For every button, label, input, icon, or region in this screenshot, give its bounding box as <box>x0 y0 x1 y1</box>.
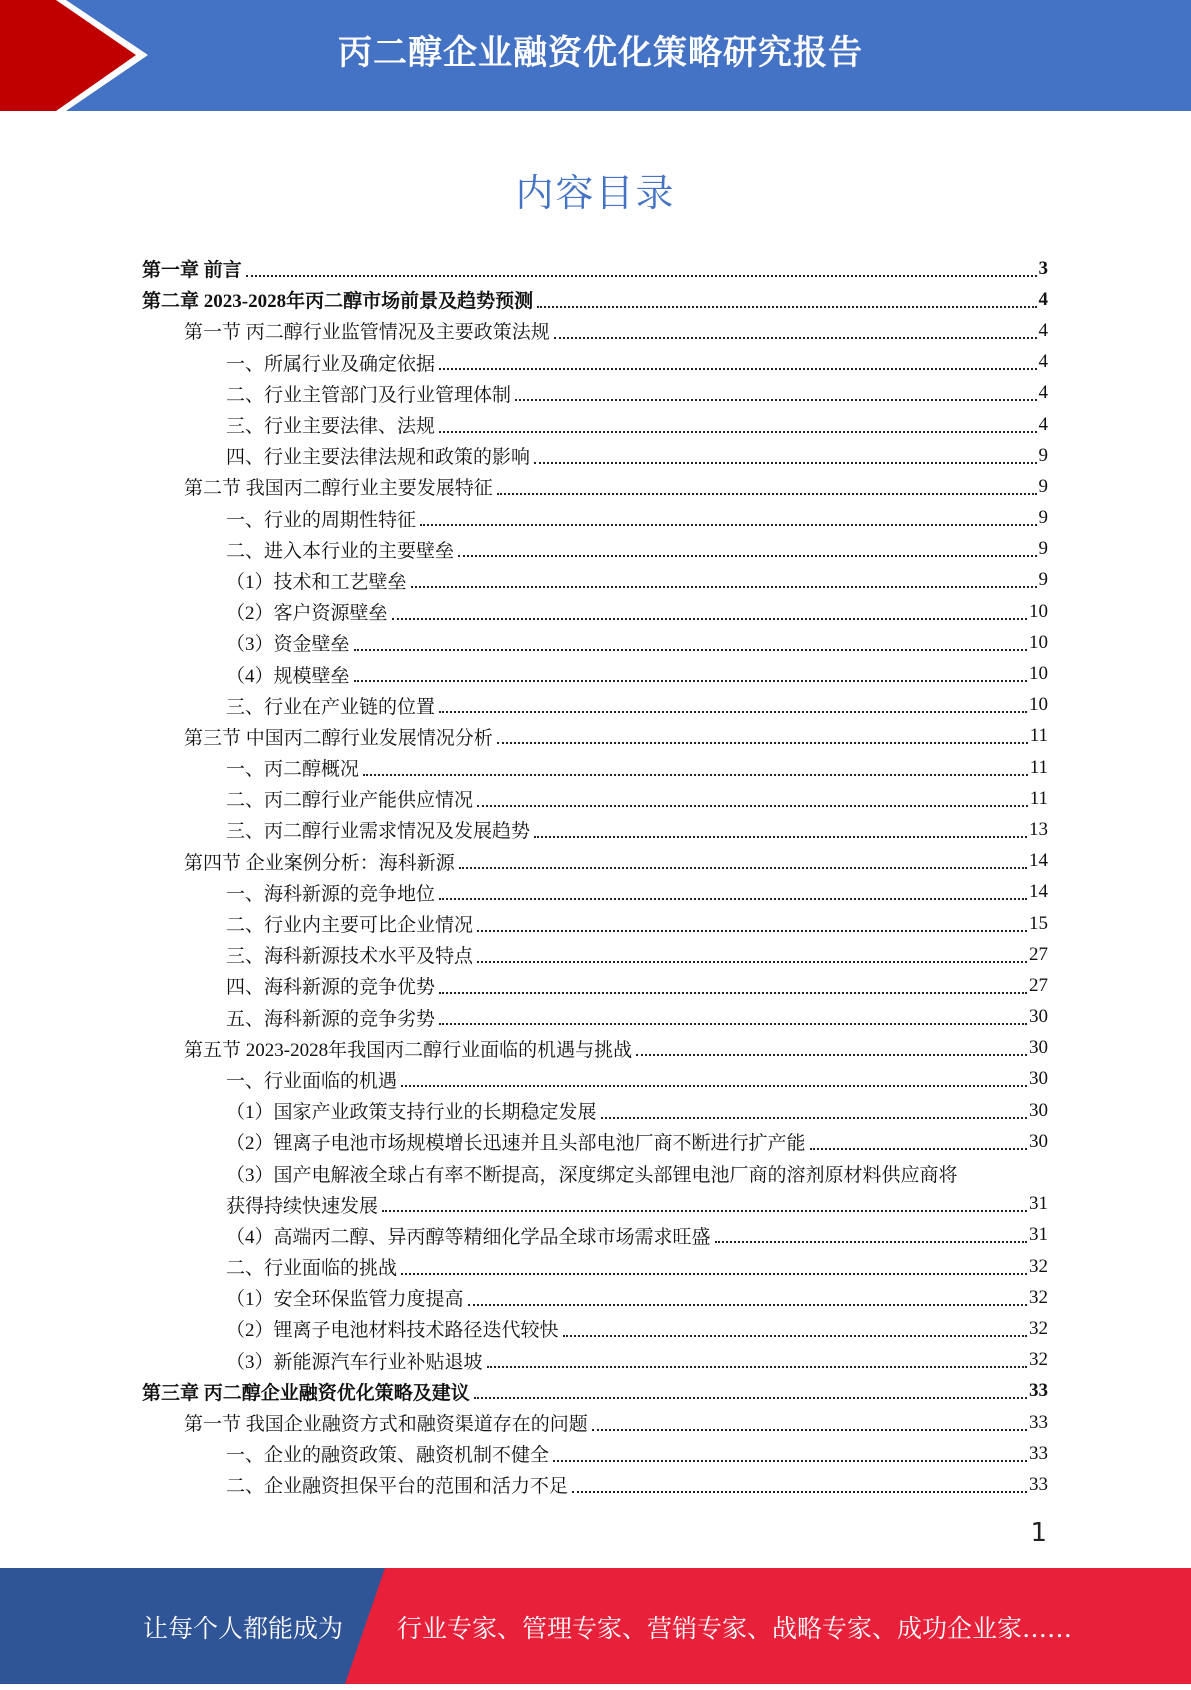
toc-entry[interactable] <box>0 846 1191 877</box>
toc-entry-page: 14 <box>1029 850 1048 872</box>
toc-leader-dots <box>401 1273 1027 1275</box>
toc-leader-dots <box>477 805 1028 807</box>
toc-entry[interactable] <box>0 471 1191 502</box>
toc-entry-page: 13 <box>1029 818 1048 840</box>
toc-entry[interactable] <box>0 1220 1191 1251</box>
toc-entry-title: 获得持续快速发展 <box>226 1195 379 1217</box>
toc-leader-dots <box>392 618 1027 620</box>
toc-entry-title: 第三节 中国丙二醇行业发展情况分析 <box>184 727 493 749</box>
toc-leader-dots <box>382 1210 1027 1212</box>
toc-entry-title: （1）国家产业政策支持行业的长期稳定发展 <box>226 1102 597 1124</box>
toc-entry[interactable] <box>0 814 1191 845</box>
toc-entry-page: 33 <box>1029 1380 1048 1402</box>
toc-entry[interactable] <box>0 565 1191 596</box>
toc-leader-dots <box>439 992 1027 994</box>
toc-leader-dots <box>401 1085 1027 1087</box>
toc-entry-page: 33 <box>1029 1442 1048 1464</box>
toc-entry-page: 32 <box>1029 1349 1048 1371</box>
toc-entry[interactable] <box>0 284 1191 315</box>
table-of-contents <box>0 253 1191 1501</box>
toc-leader-dots <box>474 1397 1027 1399</box>
toc-entry-title: 二、丙二醇行业产能供应情况 <box>226 790 474 812</box>
toc-entry-page: 9 <box>1038 569 1048 591</box>
toc-entry-page: 4 <box>1038 382 1048 404</box>
toc-leader-dots <box>572 1491 1027 1493</box>
toc-entry[interactable] <box>0 1064 1191 1095</box>
toc-entry-page: 4 <box>1038 319 1048 341</box>
toc-entry-title: 二、企业融资担保平台的范围和活力不足 <box>226 1476 569 1498</box>
toc-leader-dots <box>477 930 1027 932</box>
toc-entry-page: 11 <box>1029 787 1048 809</box>
toc-entry-page: 10 <box>1029 631 1048 653</box>
toc-leader-dots <box>354 649 1027 651</box>
toc-entry[interactable] <box>0 503 1191 534</box>
toc-leader-dots <box>534 836 1027 838</box>
toc-entry-title: 一、企业的融资政策、融资机制不健全 <box>226 1445 550 1467</box>
toc-entry[interactable] <box>0 1407 1191 1438</box>
toc-entry[interactable] <box>0 409 1191 440</box>
toc-entry-title: （2）锂离子电池市场规模增长迅速并且头部电池厂商不断进行扩产能 <box>226 1133 806 1155</box>
toc-entry-title: 第一章 前言 <box>142 260 242 282</box>
toc-entry[interactable] <box>0 1376 1191 1407</box>
toc-entry-page: 30 <box>1029 1130 1048 1152</box>
toc-entry-title: 一、行业的周期性特征 <box>226 509 417 531</box>
toc-entry-title: 第五节 2023-2028年我国丙二醇行业面临的机遇与挑战 <box>184 1039 633 1061</box>
toc-entry-page: 31 <box>1029 1193 1048 1215</box>
toc-leader-dots <box>592 1429 1027 1431</box>
toc-leader-dots <box>420 524 1036 526</box>
toc-entry-page: 4 <box>1038 288 1048 310</box>
toc-entry-title: 五、海科新源的竞争劣势 <box>226 1008 436 1030</box>
toc-entry-page: 30 <box>1029 1068 1048 1090</box>
toc-leader-dots <box>439 431 1036 433</box>
toc-leader-dots <box>601 1117 1027 1119</box>
toc-entry-page: 30 <box>1029 1006 1048 1028</box>
toc-entry[interactable] <box>0 347 1191 378</box>
toc-entry[interactable] <box>0 1313 1191 1344</box>
toc-entry[interactable] <box>0 627 1191 658</box>
toc-entry-page: 33 <box>1029 1473 1048 1495</box>
toc-entry-title: 二、行业内主要可比企业情况 <box>226 915 474 937</box>
toc-leader-dots <box>439 1023 1027 1025</box>
toc-entry-page: 27 <box>1029 943 1048 965</box>
toc-leader-dots <box>636 1054 1027 1056</box>
toc-entry-title: 第三章 丙二醇企业融资优化策略及建议 <box>142 1382 470 1404</box>
toc-entry[interactable] <box>0 596 1191 627</box>
toc-entry-page: 10 <box>1029 694 1048 716</box>
toc-leader-dots <box>439 368 1036 370</box>
toc-entry[interactable] <box>0 1095 1191 1126</box>
toc-entry-title: 第二节 我国丙二醇行业主要发展特征 <box>184 478 493 500</box>
toc-leader-dots <box>563 1335 1027 1337</box>
toc-leader-dots <box>363 774 1028 776</box>
toc-entry-page: 11 <box>1029 756 1048 778</box>
footer-slogan-left: 让每个人都能成为 <box>143 1614 344 1643</box>
toc-entry-page: 4 <box>1038 351 1048 373</box>
toc-entry[interactable] <box>0 752 1191 783</box>
toc-entry-page: 32 <box>1029 1255 1048 1277</box>
toc-entry-title: （4）规模壁垒 <box>226 665 350 687</box>
toc-leader-dots <box>810 1148 1027 1150</box>
toc-leader-dots <box>534 462 1036 464</box>
toc-entry-title: （2）锂离子电池材料技术路径迭代较快 <box>226 1320 559 1342</box>
toc-entry-page: 30 <box>1029 1037 1048 1059</box>
toc-entry-page: 10 <box>1029 663 1048 685</box>
toc-entry-title: （1）技术和工艺壁垒 <box>226 571 407 593</box>
toc-entry[interactable] <box>0 783 1191 814</box>
toc-entry[interactable] <box>0 1033 1191 1064</box>
toc-leader-dots <box>411 586 1037 588</box>
toc-entry[interactable] <box>0 970 1191 1001</box>
toc-entry-title: 一、海科新源的竞争地位 <box>226 883 436 905</box>
toc-entry-page: 9 <box>1038 475 1048 497</box>
toc-entry[interactable] <box>0 908 1191 939</box>
toc-entry-title: （1）安全环保监管力度提高 <box>226 1289 464 1311</box>
toc-leader-dots <box>497 742 1028 744</box>
toc-entry-page: 11 <box>1029 725 1048 747</box>
toc-leader-dots <box>554 337 1037 339</box>
toc-entry-page: 14 <box>1029 881 1048 903</box>
toc-entry-page: 30 <box>1029 1099 1048 1121</box>
toc-entry-title: 一、所属行业及确定依据 <box>226 353 436 375</box>
toc-entry[interactable] <box>0 1469 1191 1500</box>
toc-leader-dots <box>497 493 1037 495</box>
footer-banner <box>0 1568 1191 1684</box>
toc-leader-dots <box>439 711 1027 713</box>
toc-entry[interactable] <box>0 440 1191 471</box>
toc-entry[interactable] <box>0 1438 1191 1469</box>
toc-entry-page: 33 <box>1029 1411 1048 1433</box>
toc-entry[interactable] <box>0 534 1191 565</box>
toc-entry-title: （3）国产电解液全球占有率不断提高，深度绑定头部锂电池厂商的溶剂原材料供应商将 <box>226 1164 958 1186</box>
toc-entry[interactable] <box>0 253 1191 284</box>
toc-entry-title: 三、海科新源技术水平及特点 <box>226 946 474 968</box>
toc-leader-dots <box>354 680 1027 682</box>
toc-entry-title: 第一节 我国企业融资方式和融资渠道存在的问题 <box>184 1414 588 1436</box>
toc-entry[interactable] <box>0 315 1191 346</box>
toc-leader-dots <box>468 1304 1027 1306</box>
toc-entry-title: （3）新能源汽车行业补贴退坡 <box>226 1351 483 1373</box>
toc-entry[interactable] <box>0 658 1191 689</box>
toc-entry-title: 四、海科新源的竞争优势 <box>226 977 436 999</box>
header-banner <box>0 0 1191 111</box>
toc-entry-title: 三、行业在产业链的位置 <box>226 696 436 718</box>
toc-entry[interactable] <box>0 690 1191 721</box>
toc-entry-title: 一、行业面临的机遇 <box>226 1070 398 1092</box>
toc-entry-title: 一、丙二醇概况 <box>226 759 360 781</box>
toc-entry-page: 4 <box>1038 413 1048 435</box>
toc-entry-page: 3 <box>1038 257 1048 279</box>
toc-entry-title: 二、行业面临的挑战 <box>226 1258 398 1280</box>
toc-entry-title: 第一节 丙二醇行业监管情况及主要政策法规 <box>184 322 550 344</box>
toc-leader-dots <box>487 1366 1027 1368</box>
toc-heading: 内容目录 <box>515 171 676 215</box>
toc-entry[interactable] <box>0 1345 1191 1376</box>
toc-entry-title: （4）高端丙二醇、异丙醇等精细化学品全球市场需求旺盛 <box>226 1226 711 1248</box>
report-title: 丙二醇企业融资优化策略研究报告 <box>338 33 863 73</box>
toc-entry-title: 二、进入本行业的主要壁垒 <box>226 540 455 562</box>
toc-entry[interactable] <box>0 1282 1191 1313</box>
toc-entry[interactable] <box>0 939 1191 970</box>
toc-leader-dots <box>537 306 1036 308</box>
toc-entry-page: 15 <box>1029 912 1048 934</box>
toc-leader-dots <box>515 399 1036 401</box>
toc-entry-title: 第二章 2023-2028年丙二醇市场前景及趋势预测 <box>142 291 534 313</box>
toc-entry-title: 三、丙二醇行业需求情况及发展趋势 <box>226 821 531 843</box>
toc-entry[interactable] <box>0 1157 1191 1188</box>
toc-leader-dots <box>439 898 1027 900</box>
toc-entry[interactable] <box>0 1002 1191 1033</box>
page-number: 1 <box>1030 1518 1047 1548</box>
toc-entry[interactable] <box>0 1251 1191 1282</box>
toc-entry[interactable] <box>0 1189 1191 1220</box>
toc-leader-dots <box>477 961 1027 963</box>
toc-entry-page: 32 <box>1029 1317 1048 1339</box>
toc-entry-title: 第四节 企业案例分析：海科新源 <box>184 852 455 874</box>
toc-entry[interactable] <box>0 877 1191 908</box>
toc-entry-page: 9 <box>1038 444 1048 466</box>
toc-entry[interactable] <box>0 378 1191 409</box>
footer-slogan-right: 行业专家、管理专家、营销专家、战略专家、成功企业家…… <box>397 1614 1073 1643</box>
toc-entry-page: 31 <box>1029 1224 1048 1246</box>
toc-entry-title: （3）资金壁垒 <box>226 634 350 656</box>
toc-entry[interactable] <box>0 1126 1191 1157</box>
toc-entry-title: 四、行业主要法律法规和政策的影响 <box>226 447 531 469</box>
toc-entry-title: 三、行业主要法律、法规 <box>226 416 436 438</box>
toc-leader-dots <box>246 275 1037 277</box>
toc-entry-page: 10 <box>1029 600 1048 622</box>
toc-entry-title: 二、行业主管部门及行业管理体制 <box>226 384 512 406</box>
toc-leader-dots <box>459 867 1027 869</box>
toc-entry-page: 27 <box>1029 974 1048 996</box>
toc-entry[interactable] <box>0 721 1191 752</box>
toc-leader-dots <box>458 555 1036 557</box>
toc-leader-dots <box>553 1460 1027 1462</box>
toc-entry-title: （2）客户资源壁垒 <box>226 603 388 625</box>
toc-entry-page: 9 <box>1038 507 1048 529</box>
toc-leader-dots <box>715 1241 1027 1243</box>
toc-entry-page: 9 <box>1038 538 1048 560</box>
toc-entry-page: 32 <box>1029 1286 1048 1308</box>
